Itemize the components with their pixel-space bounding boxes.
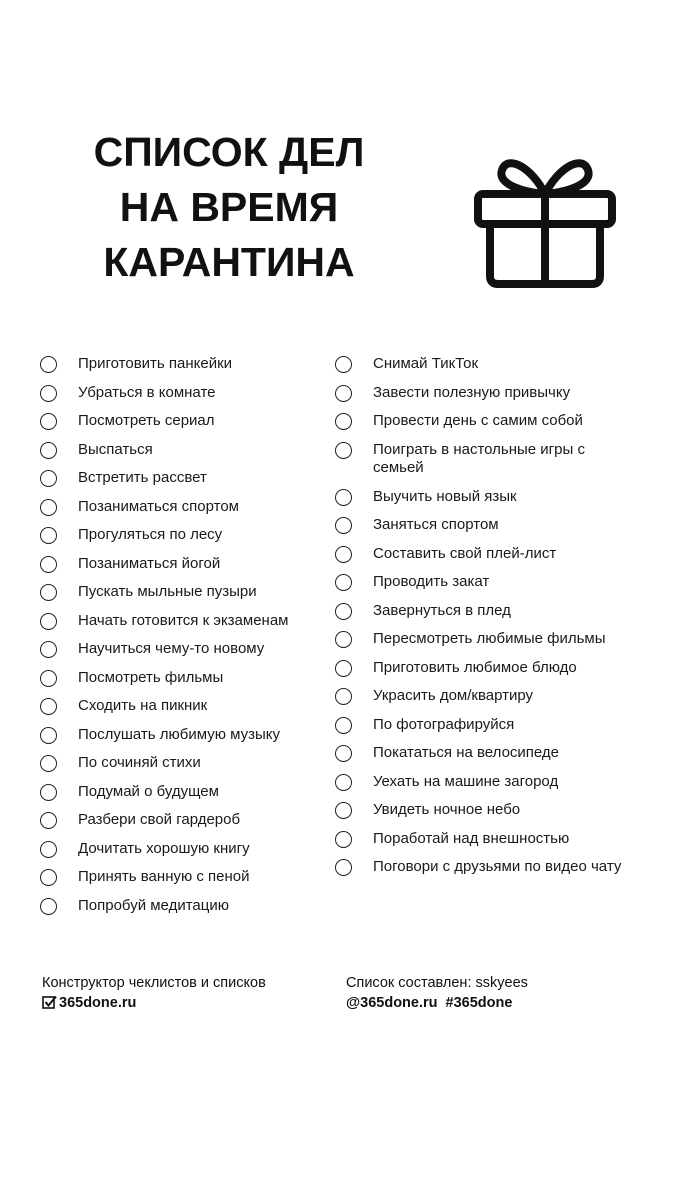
radio-circle-icon[interactable] xyxy=(40,898,57,915)
checklist-item[interactable] xyxy=(40,726,330,745)
checklist-item-label: Уехать на машине загород xyxy=(373,772,559,790)
checklist-item[interactable] xyxy=(335,355,635,374)
checklist-item[interactable] xyxy=(335,573,635,592)
checklist-item[interactable] xyxy=(335,630,635,649)
radio-circle-icon[interactable] xyxy=(335,413,352,430)
checklist-item-label: Пускать мыльные пузыри xyxy=(78,583,257,600)
checklist-item[interactable] xyxy=(40,355,330,374)
checklist-left-column xyxy=(40,355,330,925)
checklist-item[interactable] xyxy=(40,640,330,659)
radio-circle-icon[interactable] xyxy=(335,745,352,762)
radio-circle-icon[interactable] xyxy=(40,841,57,858)
radio-circle-icon[interactable] xyxy=(335,660,352,677)
checklist-item-label: Провести день с самим собой xyxy=(373,412,583,429)
checklist-item[interactable] xyxy=(40,441,330,460)
radio-circle-icon[interactable] xyxy=(40,670,57,687)
radio-circle-icon[interactable] xyxy=(40,784,57,801)
radio-circle-icon[interactable] xyxy=(40,556,57,573)
checklist-item[interactable] xyxy=(40,412,330,431)
checkbox-check-icon xyxy=(42,995,57,1010)
radio-circle-icon[interactable] xyxy=(40,584,57,601)
checklist-item-label: Научиться чему-то новому xyxy=(78,640,265,657)
radio-circle-icon[interactable] xyxy=(40,413,57,430)
checklist-item-label: Убраться в комнате xyxy=(78,383,216,401)
checklist-item[interactable] xyxy=(335,858,635,877)
checklist-item[interactable] xyxy=(335,545,635,564)
radio-circle-icon[interactable] xyxy=(40,356,57,373)
checklist-item-label: Покататься на велосипеде xyxy=(373,744,560,761)
radio-circle-icon[interactable] xyxy=(40,499,57,516)
checklist-item[interactable] xyxy=(335,687,635,706)
checklist-item[interactable] xyxy=(40,583,330,602)
checklist-right-column xyxy=(335,355,635,887)
radio-circle-icon[interactable] xyxy=(40,812,57,829)
checklist-item[interactable] xyxy=(335,716,635,735)
checklist-item[interactable] xyxy=(40,754,330,773)
checklist-item[interactable] xyxy=(40,897,330,916)
radio-circle-icon[interactable] xyxy=(335,442,352,459)
checklist-item-label: Поиграть в настольные игры с семьей xyxy=(373,440,585,476)
checklist-item-label: Сходить на пикник xyxy=(78,697,208,714)
checklist-item-label: Заняться спортом xyxy=(373,516,499,533)
footer-constructor-text: Конструктор чеклистов и списков xyxy=(42,975,266,991)
checklist-item[interactable] xyxy=(335,384,635,403)
checklist-item-label: Приготовить панкейки xyxy=(78,355,233,372)
checklist-item[interactable] xyxy=(40,697,330,716)
checklist-item-label: Встретить рассвет xyxy=(78,469,207,486)
checklist-item[interactable] xyxy=(40,840,330,859)
checklist-item-label: Посмотреть сериал xyxy=(78,412,215,429)
title-line-1: СПИСОК ДЕЛ xyxy=(93,129,365,175)
checklist-item-label: Принять ванную с пеной xyxy=(78,868,250,885)
checklist-item-label: Поговори с друзьями по видео чату xyxy=(373,858,622,875)
checklist-item[interactable] xyxy=(335,516,635,535)
checklist-item[interactable] xyxy=(335,744,635,763)
footer-site-label: 365done.ru xyxy=(59,995,137,1011)
checklist-item-label: Завернуться в плед xyxy=(373,601,511,619)
radio-circle-icon[interactable] xyxy=(335,546,352,563)
radio-circle-icon[interactable] xyxy=(40,613,57,630)
radio-circle-icon[interactable] xyxy=(335,774,352,791)
checklist-item[interactable] xyxy=(40,783,330,802)
radio-circle-icon[interactable] xyxy=(335,631,352,648)
radio-circle-icon[interactable] xyxy=(40,527,57,544)
checklist-item-label: Выучить новый язык xyxy=(373,487,517,505)
checklist-item-label: По фотографируйся xyxy=(373,715,515,733)
checklist-item-label: Подумай о будущем xyxy=(78,782,219,800)
checklist-item-label: По сочиняй стихи xyxy=(78,754,201,771)
checklist-item[interactable] xyxy=(40,526,330,545)
footer-site-link[interactable] xyxy=(42,993,266,1013)
page-title xyxy=(0,125,458,290)
checklist-item-label: Поработай над внешностью xyxy=(373,829,570,847)
checklist-item[interactable] xyxy=(335,773,635,792)
checklist-item[interactable] xyxy=(335,659,635,678)
checklist-item-label: Пересмотреть любимые фильмы xyxy=(373,630,606,647)
checklist-item-label: Начать готовится к экзаменам xyxy=(78,611,289,629)
footer-hashtags: @365done.ru #365done xyxy=(346,995,513,1011)
checklist-item[interactable] xyxy=(335,602,635,621)
radio-circle-icon[interactable] xyxy=(335,802,352,819)
checklist-item[interactable] xyxy=(40,612,330,631)
checklist-item[interactable] xyxy=(40,868,330,887)
title-line-3: КАРАНТИНА xyxy=(103,239,355,285)
radio-circle-icon[interactable] xyxy=(335,385,352,402)
checklist-item[interactable] xyxy=(335,412,635,431)
radio-circle-icon[interactable] xyxy=(335,574,352,591)
radio-circle-icon[interactable] xyxy=(335,489,352,506)
checklist-item[interactable] xyxy=(40,498,330,517)
radio-circle-icon[interactable] xyxy=(40,727,57,744)
checklist-item-label: Завести полезную привычку xyxy=(373,383,571,401)
checklist-item[interactable] xyxy=(40,555,330,574)
checklist-item-label: Увидеть ночное небо xyxy=(373,801,521,818)
checklist-item[interactable] xyxy=(40,469,330,488)
checklist-item-label: Дочитать хорошую книгу xyxy=(78,839,250,857)
radio-circle-icon[interactable] xyxy=(335,603,352,620)
checklist-item-label: Приготовить любимое блюдо xyxy=(373,658,577,676)
radio-circle-icon[interactable] xyxy=(40,755,57,772)
radio-circle-icon[interactable] xyxy=(40,442,57,459)
checklist-item-label: Попробуй медитацию xyxy=(78,896,229,914)
checklist-item[interactable] xyxy=(335,830,635,849)
checklist-item-label: Позаниматься йогой xyxy=(78,554,221,572)
checklist-item-label: Разбери свой гардероб xyxy=(78,811,241,828)
radio-circle-icon[interactable] xyxy=(40,869,57,886)
title-line-2: НА ВРЕМЯ xyxy=(119,184,339,230)
checklist-item[interactable] xyxy=(335,441,635,478)
footer-right xyxy=(346,973,528,1013)
radio-circle-icon[interactable] xyxy=(40,385,57,402)
checklist-item-label: Снимай ТикТок xyxy=(373,355,479,372)
checklist-item-label: Позаниматься спортом xyxy=(78,497,239,515)
radio-circle-icon[interactable] xyxy=(335,717,352,734)
checklist-item[interactable] xyxy=(335,488,635,507)
radio-circle-icon[interactable] xyxy=(335,859,352,876)
checklist-item-label: Проводить закат xyxy=(373,573,490,590)
radio-circle-icon[interactable] xyxy=(335,517,352,534)
footer-author-text: Список составлен: sskyees xyxy=(346,975,528,991)
checklist-item[interactable] xyxy=(40,669,330,688)
checklist-item-label: Посмотреть фильмы xyxy=(78,668,224,686)
gift-icon xyxy=(472,148,618,290)
checklist-item-label: Составить свой плей-лист xyxy=(373,544,557,562)
radio-circle-icon[interactable] xyxy=(335,688,352,705)
checklist-item-label: Выспаться xyxy=(78,440,153,458)
radio-circle-icon[interactable] xyxy=(40,641,57,658)
checklist-item-label: Украсить дом/квартиру xyxy=(373,687,534,704)
checklist-item[interactable] xyxy=(40,384,330,403)
checklist-item[interactable] xyxy=(335,801,635,820)
radio-circle-icon[interactable] xyxy=(40,698,57,715)
checklist-item-label: Прогуляться по лесу xyxy=(78,526,223,543)
footer-left xyxy=(42,973,266,1013)
checklist-item-label: Послушать любимую музыку xyxy=(78,725,281,743)
radio-circle-icon[interactable] xyxy=(335,356,352,373)
radio-circle-icon[interactable] xyxy=(335,831,352,848)
checklist-item[interactable] xyxy=(40,811,330,830)
radio-circle-icon[interactable] xyxy=(40,470,57,487)
